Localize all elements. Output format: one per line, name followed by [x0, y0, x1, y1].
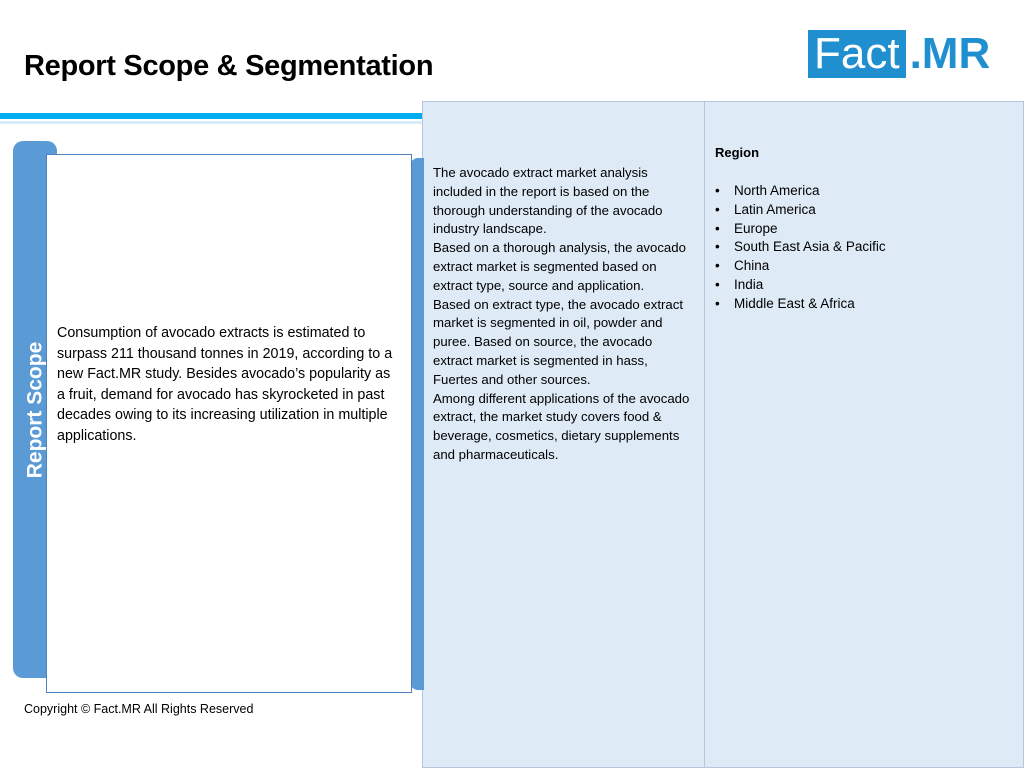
panel-connector	[410, 158, 424, 690]
region-item: • Latin America	[715, 201, 886, 220]
page-title: Report Scope & Segmentation	[24, 50, 434, 82]
report-scope-label: Report Scope	[23, 341, 46, 478]
region-item: • China	[715, 257, 886, 276]
segmentation-text	[433, 164, 695, 465]
region-item: • Europe	[715, 220, 886, 239]
logo-box-text: Fact	[808, 30, 906, 78]
region-item: • North America	[715, 182, 886, 201]
region-item: • Middle East & Africa	[715, 295, 886, 314]
header-rule	[0, 113, 422, 119]
factmr-logo	[808, 30, 990, 78]
segmentation-paragraph: The avocado extract market analysis included in the report is based on the thorough understanding of the avocado industry landscape.	[433, 165, 663, 237]
segmentation-paragraph: Among different applications of the avocado extract, the market study covers food & beverage, cosmetics, dietary supplements and pharmaceuticals.	[433, 390, 690, 462]
region-title: Region	[715, 145, 760, 160]
region-item: • South East Asia & Pacific	[715, 238, 886, 257]
region-list	[715, 182, 886, 314]
copyright-text: Copyright © Fact.MR All Rights Reserved	[24, 702, 254, 716]
report-scope-text: Consumption of avocado extracts is estimated to surpass 211 thousand tonnes in 2019, according to a new Fact.MR study. Besides avocado’s popularity as a fruit, demand for avocado has skyrocketed in past decades owing to its increasing utilization in multiple applications.	[57, 325, 393, 444]
region-item: • India	[715, 276, 886, 295]
segmentation-paragraph: Based on extract type, the avocado extract market is segmented in oil, powder and puree. Based on source, the avocado extract market is segmented in hass, Fuertes and other sources.	[433, 296, 683, 387]
header-rule-shadow	[0, 121, 422, 124]
logo-suffix-text: .MR	[909, 29, 991, 78]
report-scope-label-wrap	[13, 141, 57, 678]
segmentation-paragraph: Based on a thorough analysis, the avocado extract market is segmented based on extract type, source and application.	[433, 240, 686, 293]
